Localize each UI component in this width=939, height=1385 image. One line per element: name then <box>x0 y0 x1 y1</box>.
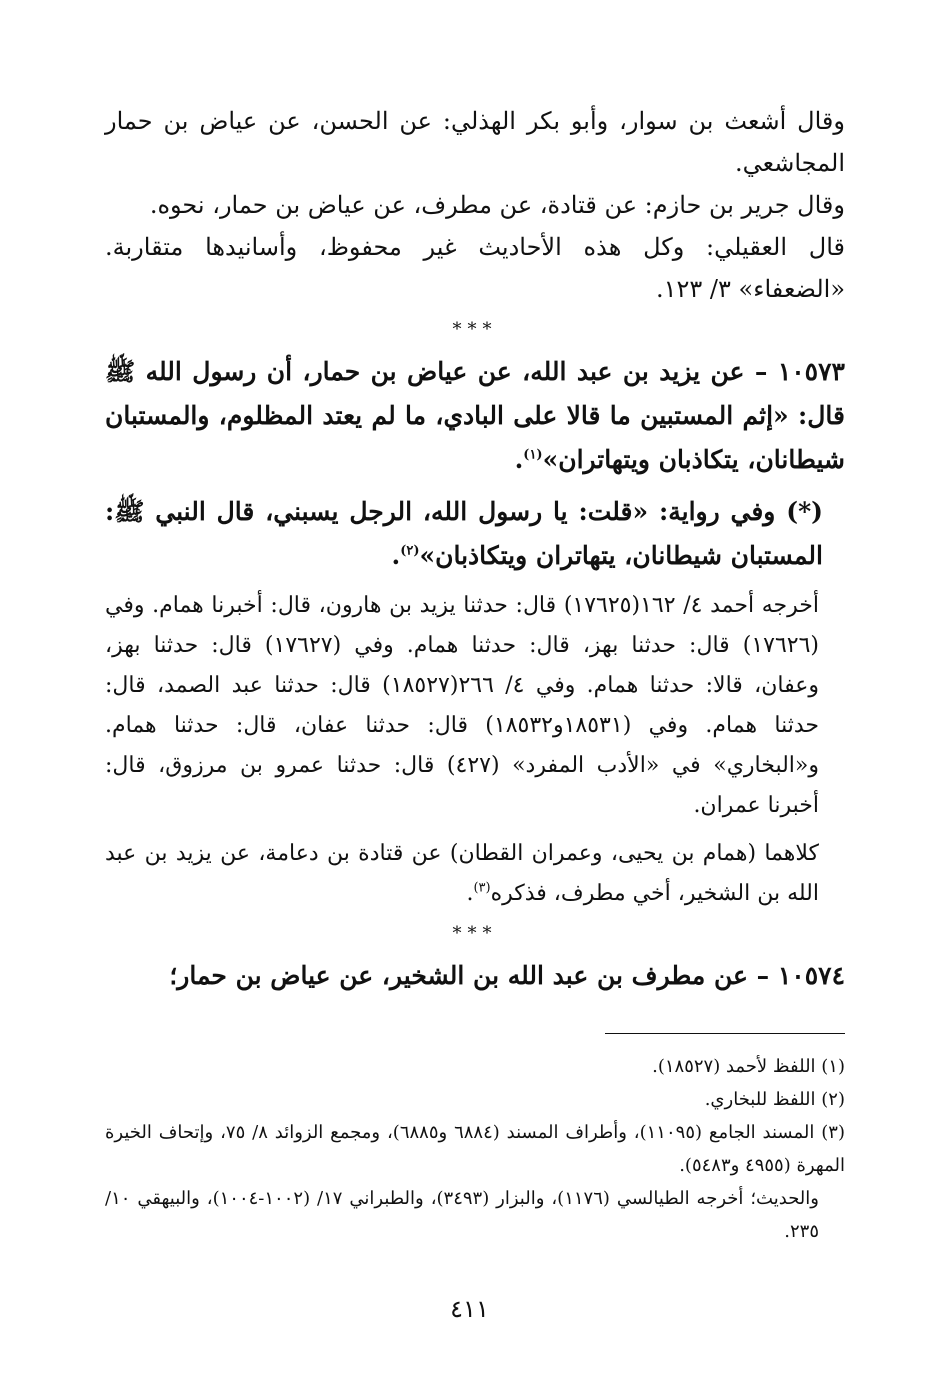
footnote-ref-2: (٢) <box>400 543 420 559</box>
hadith-number-2: ١٠٥٧٤ – <box>756 961 845 990</box>
footnote-3: (٣) المسند الجامع (١١٠٩٥)، وأطراف المسند (٦٨٨٤ و٦٨٨٥)، ومجمع الزوائد ٨/ ٧٥، وإتحاف الخيرة المهرة (٤٩٥٥ و٥٤٨٣). <box>105 1122 845 1176</box>
main-text <box>105 100 845 998</box>
paragraph-2: وقال جرير بن حازم: عن قتادة، عن مطرف، عن عياض بن حمار، نحوه. <box>149 191 845 219</box>
footnote-2: (٢) اللفظ للبخاري. <box>704 1089 845 1110</box>
takhrij-1: أخرجه أحمد ٤/ ١٦٢(١٧٦٢٥) قال: حدثنا يزيد بن هارون، قال: أخبرنا همام. وفي (١٧٦٢٦) قال: حدثنا بهز، قال: حدثنا همام. وفي (١٧٦٢٧) قال: حدثنا بهز، وعفان، قالا: حدثنا همام. وفي ٤/ ٢٦٦(١٨٥٢٧) قال: حدثنا عبد الصمد، قال: حدثنا همام. وفي (١٨٥٣١و١٨٥٣٢) قال: حدثنا عفان، قال: حدثنا همام. و«البخاري» في «الأدب المفرد» (٤٢٧) قال: حدثنا عمرو بن مرزوق، قال: أخبرنا عمران. <box>105 593 820 818</box>
hadith-chain: عن يزيد بن عبد الله، عن عياض بن حمار، أن رسول الله ﷺ قال: <box>105 357 845 430</box>
hadith-chain-2: عن مطرف بن عبد الله بن الشخير، عن عياض بن حمار؛ <box>169 961 748 990</box>
hadith-10573: ١٠٥٧٣ – عن يزيد بن عبد الله، عن عياض بن حمار، أن رسول الله ﷺ قال: «إثم المستبين ما قالا على البادي، ما لم يعتد المظلوم، والمستبان شيطانان، يتكاذبان ويتهاتران»$^{(١)}$. (*) وفي رواية: «قلت: يا رسول الله، الرجل يسبني، قال النبي ﷺ: المستبان شيطانان، يتهاتران ويتكاذبان»$^{(٢)}$. <box>105 357 845 570</box>
variant-text: «قلت: يا رسول الله، الرجل يسبني، قال النبي ﷺ: المستبان شيطانان، يتهاتران ويتكاذبان» <box>105 497 823 570</box>
hadith-matn: «إثم المستبين ما قالا على البادي، ما لم يعتد المظلوم، والمستبان شيطانان، يتكاذبان ويتهاتران» <box>105 401 845 474</box>
footnote-1: (١) اللفظ لأحمد (١٨٥٢٧). <box>652 1056 845 1077</box>
page-number: ٤١١ <box>450 1295 489 1323</box>
variant-prefix: (*) وفي رواية: <box>658 497 823 526</box>
footnotes <box>105 1050 845 1248</box>
paragraph-1: وقال أشعث بن سوار، وأبو بكر الهذلي: عن الحسن، عن عياض بن حمار المجاشعي. <box>105 107 845 177</box>
takhrij-2-text: كلاهما (همام بن يحيى، وعمران القطان) عن قتادة بن دعامة، عن يزيد بن عبد الله بن الشخير، أخي مطرف، فذكره <box>105 841 819 906</box>
footnote-ref-1: (١) <box>523 447 543 463</box>
hadith-10574 <box>105 954 845 998</box>
hadith-number: ١٠٥٧٣ – <box>754 357 845 386</box>
footnote-ref-3: (٣) <box>473 880 491 896</box>
takhrij-2: كلاهما (همام بن يحيى، وعمران القطان) عن قتادة بن دعامة، عن يزيد بن عبد الله بن الشخير، أخي مطرف، فذكره$^{(٣)}$. <box>105 841 819 906</box>
paragraph-3: قال العقيلي: وكل هذه الأحاديث غير محفوظ، وأسانيدها متقاربة. «الضعفاء» ٣/ ١٢٣. <box>105 233 845 303</box>
footnote-rule <box>605 1033 845 1034</box>
separator-1: *** <box>452 319 498 340</box>
separator-2: *** <box>452 923 498 944</box>
footnote-4: والحديث؛ أخرجه الطيالسي (١١٧٦)، والبزار (٣٤٩٣)، والطبراني ١٧/ (١٠٠٢-١٠٠٤)، والبيهقي ١٠/ ٢٣٥. <box>105 1188 819 1242</box>
